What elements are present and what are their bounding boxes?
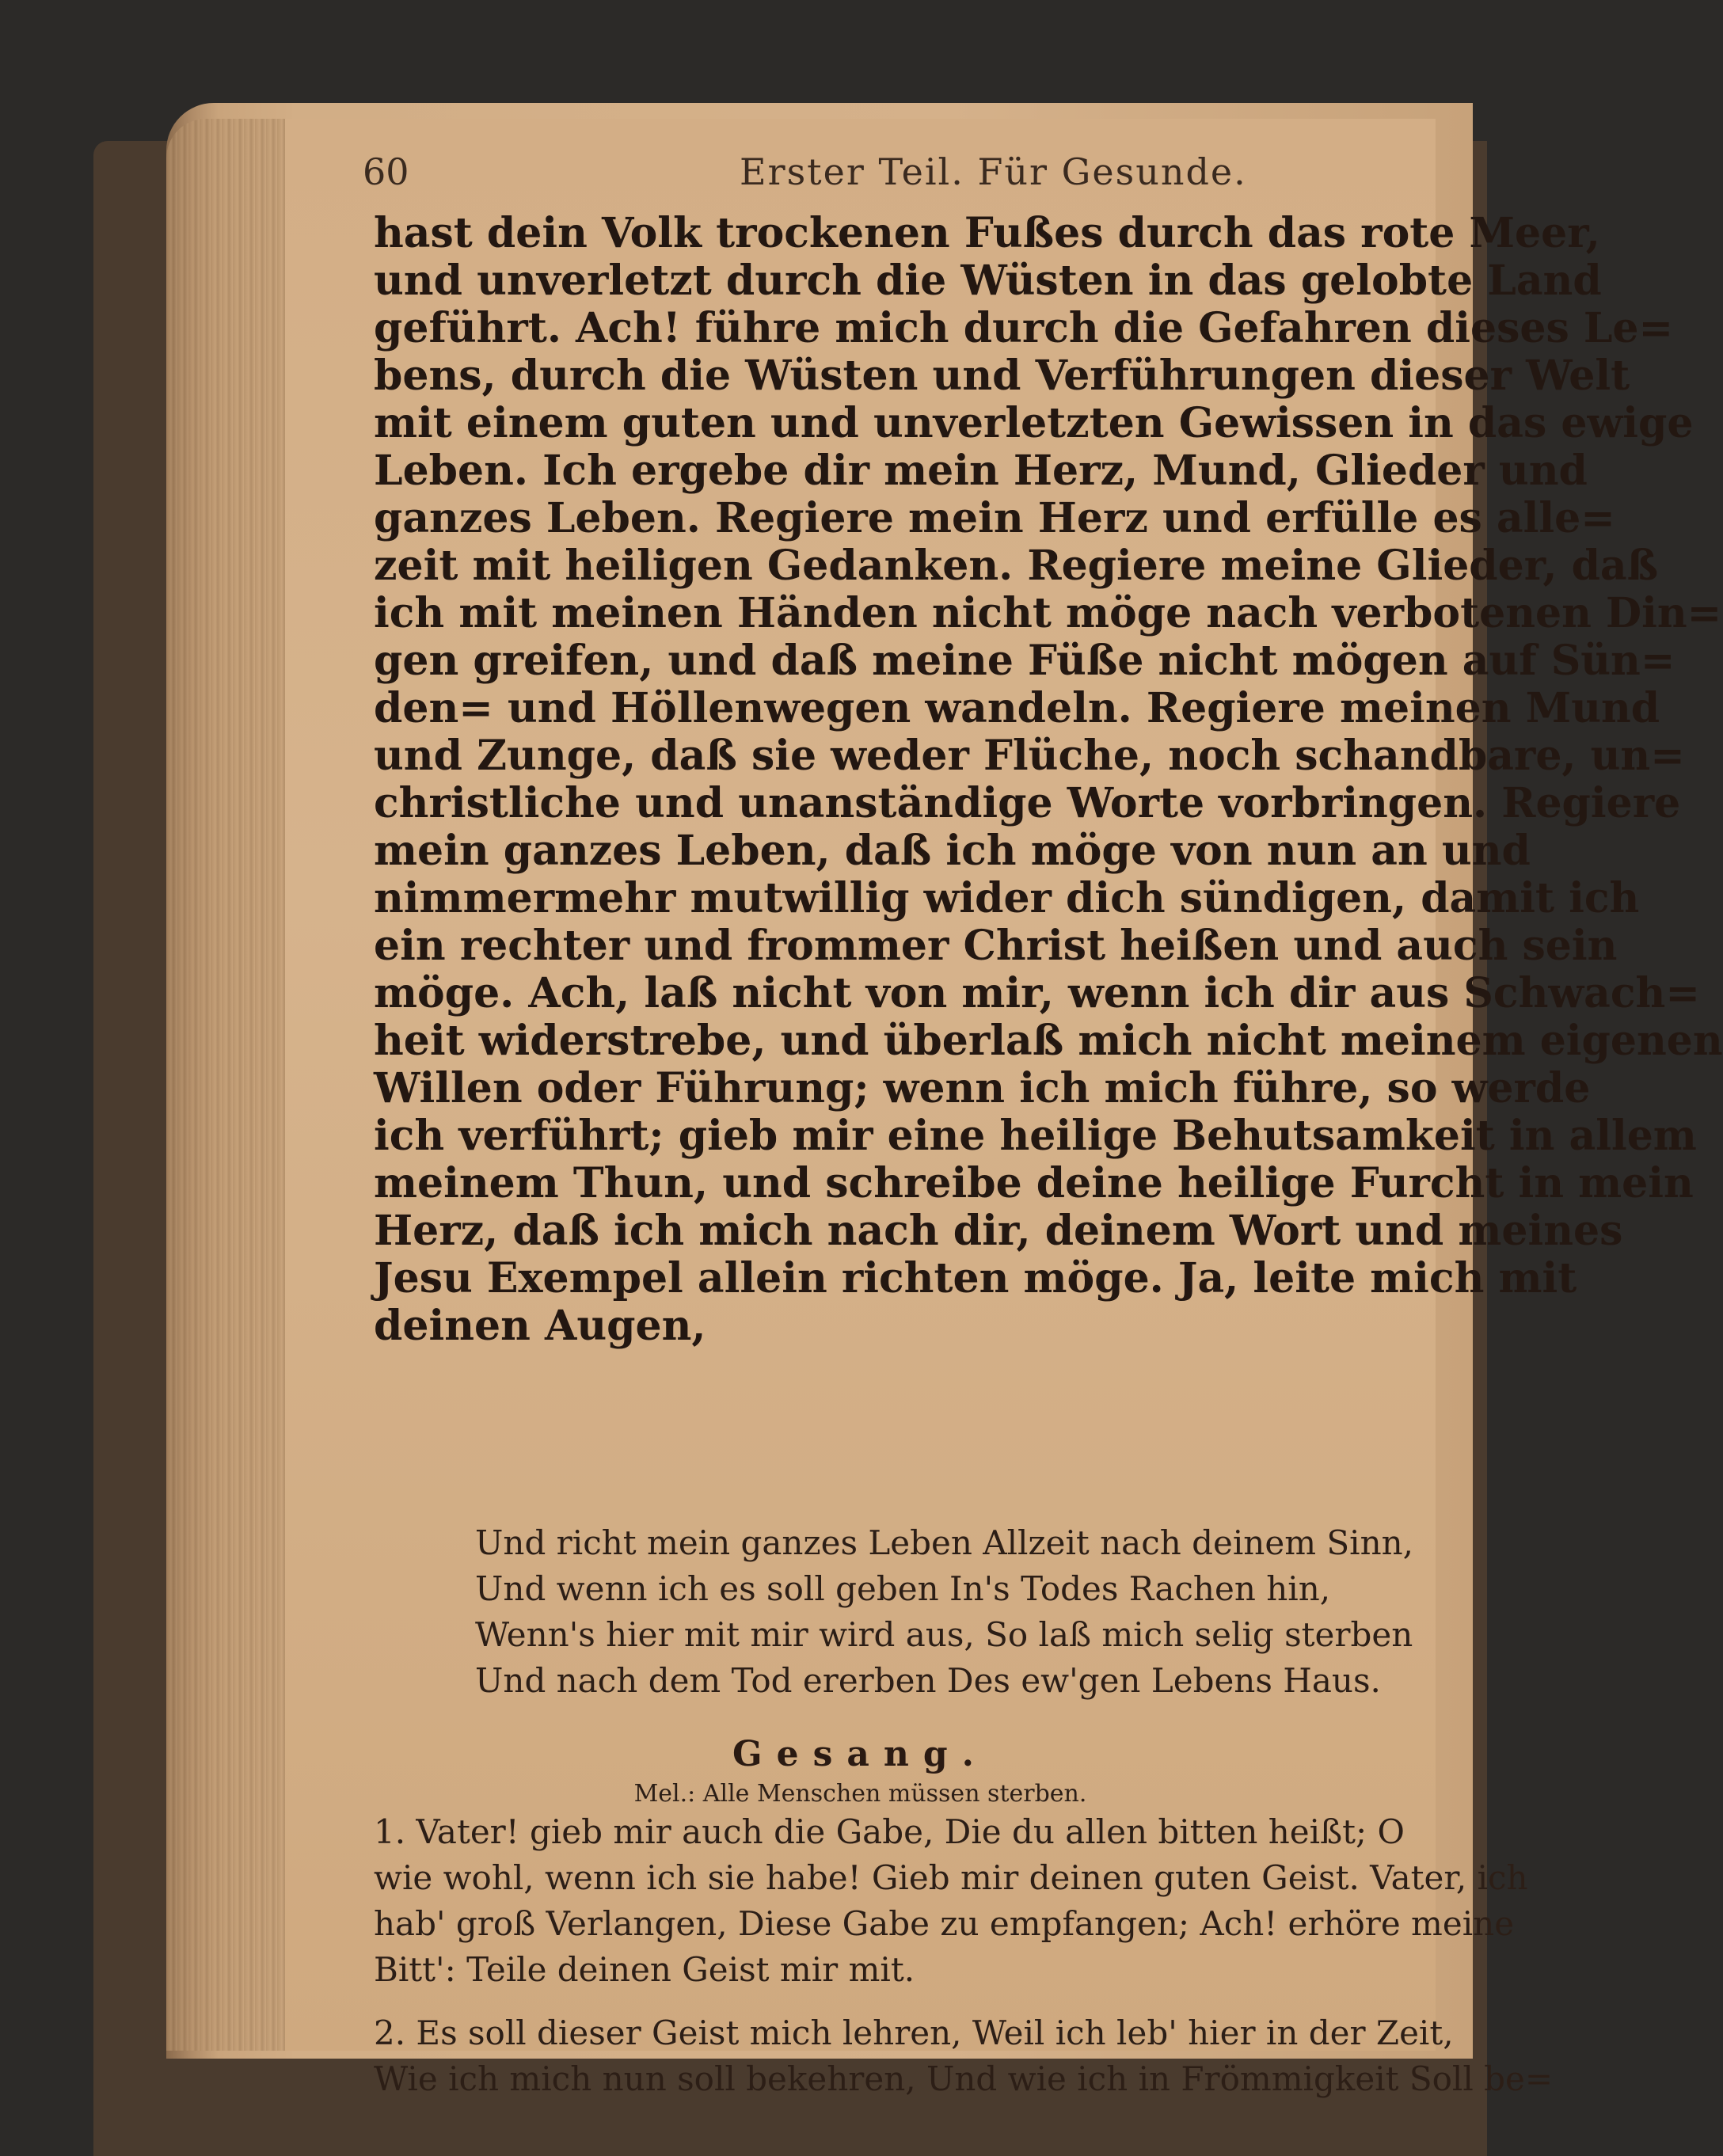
hymn-title: Gesang.: [732, 1734, 988, 1774]
text-line: meinem Thun, und schreibe deine heilige Furcht in mein: [374, 1159, 1694, 1207]
stanza-gap: [374, 1993, 1435, 2010]
text-line: bens, durch die Wüsten und Verführungen dieser Welt: [374, 352, 1630, 400]
text-line: den= und Höllenwegen wandeln. Regiere meinen Mund: [374, 684, 1660, 732]
text-line: möge. Ach, laß nicht von mir, wenn ich dir aus Schwach=: [374, 969, 1700, 1017]
running-title: Erster Teil. Für Gesunde.: [740, 150, 1247, 193]
verse-line: Wenn's hier mit mir wird aus, So laß mich selig sterben: [475, 1615, 1413, 1654]
text-line: mit einem guten und unverletzten Gewissen in das ewige: [374, 399, 1694, 447]
page-header: [363, 150, 1424, 206]
verse-line: Und nach dem Tod ererben Des ew'gen Lebens Haus.: [475, 1661, 1381, 1700]
text-line: und Zunge, daß sie weder Flüche, noch schandbare, un=: [374, 732, 1685, 780]
hymn-line: 2. Es soll dieser Geist mich lehren, Weil ich leb' hier in der Zeit,: [374, 2013, 1454, 2052]
verse-line: Und wenn ich es soll geben In's Todes Rachen hin,: [475, 1569, 1331, 1608]
hymn-line: wie wohl, wenn ich sie habe! Gieb mir deinen guten Geist. Vater, ich: [374, 1858, 1528, 1897]
hymn-line: Bitt': Teile deinen Geist mir mit.: [374, 1950, 915, 1989]
hymn-line: hab' groß Verlangen, Diese Gabe zu empfangen; Ach! erhöre meine: [374, 1904, 1515, 1943]
text-line: ich mit meinen Händen nicht möge nach verbotenen Din=: [374, 589, 1722, 637]
text-line: mein ganzes Leben, daß ich möge von nun an und: [374, 827, 1531, 875]
text-line: und unverletzt durch die Wüsten in das gelobte Land: [374, 257, 1602, 305]
verse-block: [475, 1520, 1425, 1704]
text-line: heit widerstrebe, und überlaß mich nicht meinem eigenen: [374, 1017, 1723, 1065]
text-line: ich verführt; gieb mir eine heilige Behutsamkeit in allem: [374, 1112, 1697, 1160]
melody-note: Mel.: Alle Menschen müssen sterben.: [633, 1780, 1087, 1808]
hymn-line: 1. Vater! gieb mir auch die Gabe, Die du allen bitten heißt; O: [374, 1812, 1405, 1851]
text-line: christliche und unanständige Worte vorbringen. Regiere: [374, 779, 1681, 827]
text-line: nimmermehr mutwillig wider dich sündigen, damit ich: [374, 874, 1640, 922]
text-line: Willen oder Führung; wenn ich mich führe, so werde: [374, 1064, 1591, 1112]
book-page: [285, 119, 1723, 2098]
text-line: gen greifen, und daß meine Füße nicht mögen auf Sün=: [374, 637, 1675, 685]
page-number: 60: [363, 150, 409, 193]
verse-line: Und richt mein ganzes Leben Allzeit nach deinem Sinn,: [475, 1523, 1414, 1562]
text-line: deinen Augen,: [374, 1302, 706, 1350]
text-line: zeit mit heiligen Gedanken. Regiere meine Glieder, daß: [374, 542, 1659, 590]
text-line: Herz, daß ich mich nach dir, deinem Wort und meines: [374, 1207, 1623, 1255]
text-line: geführt. Ach! führe mich durch die Gefahren dieses Le=: [374, 304, 1674, 352]
text-line: hast dein Volk trockenen Fußes durch das rote Meer,: [374, 209, 1600, 257]
hymn-line: Wie ich mich nun soll bekehren, Und wie ich in Frömmigkeit Soll be=: [374, 2059, 1554, 2098]
text-line: ein rechter und frommer Christ heißen und auch sein: [374, 922, 1618, 970]
text-line: ganzes Leben. Regiere mein Herz und erfülle es alle=: [374, 494, 1615, 542]
text-line: Leben. Ich ergebe dir mein Herz, Mund, Glieder und: [374, 447, 1588, 495]
prayer-text: [374, 209, 1723, 1350]
page-edges: [166, 119, 285, 2051]
text-line: Jesu Exempel allein richten möge. Ja, leite mich mit: [374, 1254, 1577, 1302]
hymn-text: [374, 1809, 1554, 2102]
